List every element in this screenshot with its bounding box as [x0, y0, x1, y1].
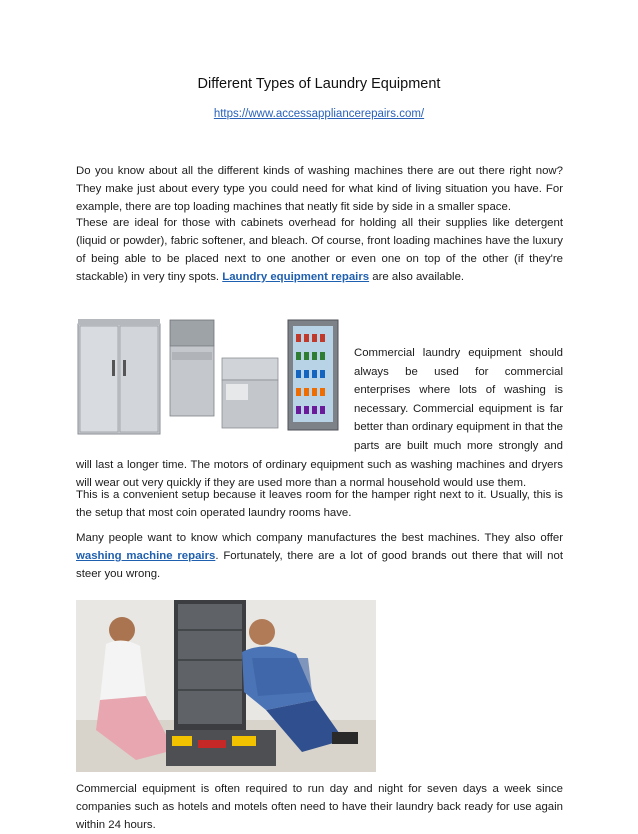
washing-machine-repairs-link[interactable]: washing machine repairs: [76, 550, 216, 562]
laundry-equipment-repairs-link[interactable]: Laundry equipment repairs: [222, 271, 370, 283]
paragraph-intro: Do you know about all the different kinds of washing machines there are out there right now? They make just about every type you could need for what kind of living situation you have. For example, there are top loading machines that neatly fit side by side in a smaller space.: [76, 165, 563, 213]
paragraph-loading-types-tail: are also available.: [372, 271, 465, 283]
paragraph-loading-types: [76, 214, 563, 286]
paragraph-commercial: Commercial laundry equipment should always be used for commercial enterprises where lots of washing is necessary. Commercial equipment is far better than ordinary equipment in that the parts are built much more strongly and will last a longer time. The motors of ordinary equipment such as washing machines and dryers will wear out very quickly if they are used more than a normal household would use them.: [76, 347, 563, 490]
repair-technicians-image: [76, 600, 376, 772]
paragraph-commercial-wrap: [76, 344, 563, 493]
image-float-spacer: [76, 344, 354, 438]
paragraph-loading-types-text: These are ideal for those with cabinets overhead for holding all their supplies like detergent (liquid or powder), fabric softener, and bleach. Of course, front loading machines have the luxury of being able to be placed next to one another or even one on top of the other (if they're stackable) in very tiny spots.: [76, 217, 563, 283]
paragraph-setup: This is a convenient setup because it leaves room for the hamper right next to it. Usually, this is the setup that most coin operated laundry rooms have.: [76, 489, 563, 519]
source-url-link[interactable]: https://www.accessappliancerepairs.com/: [213, 108, 425, 120]
paragraph-manufacturers-text: Many people want to know which company manufactures the best machines. They also offer: [76, 532, 563, 544]
paragraph-manufacturers-tail: . Fortunately, there are a lot of good brands out there that will not steer you wrong.: [76, 550, 563, 580]
document-title: Different Types of Laundry Equipment: [197, 76, 441, 92]
paragraph-manufacturers: [76, 529, 563, 583]
paragraph-operation: Commercial equipment is often required to run day and night for seven days a week since companies such as hotels and motels often need to have their laundry back ready for use again within 24 hours.: [76, 783, 563, 831]
